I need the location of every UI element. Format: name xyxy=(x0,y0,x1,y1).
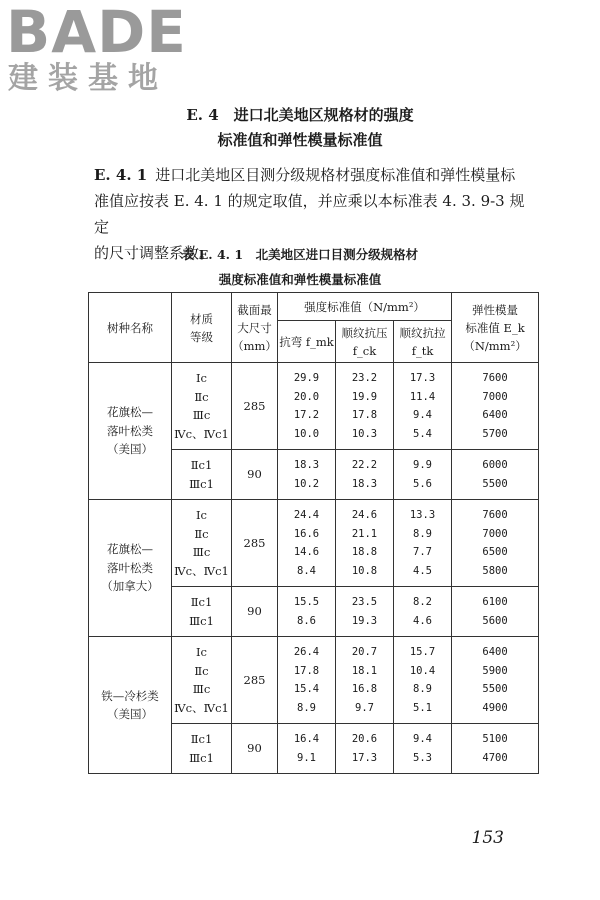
fmk-cell: 18.3 10.2 xyxy=(278,450,336,500)
fmk-cell: 15.5 8.6 xyxy=(278,587,336,637)
size-cell: 285 xyxy=(232,500,278,587)
fck-cell: 20.6 17.3 xyxy=(336,724,394,774)
ftk-cell: 8.2 4.6 xyxy=(394,587,452,637)
table-body xyxy=(89,363,539,774)
species-cell: 铁—冷杉类 （美国） xyxy=(89,637,172,774)
ek-cell: 6400 5900 5500 4900 xyxy=(452,637,539,724)
fck-cell: 23.5 19.3 xyxy=(336,587,394,637)
strength-table xyxy=(88,292,539,774)
table-row xyxy=(89,363,539,450)
ek-cell: 5100 4700 xyxy=(452,724,539,774)
header-grade: 材质 等级 xyxy=(172,293,232,363)
size-cell: 90 xyxy=(232,724,278,774)
fmk-cell: 26.4 17.8 15.4 8.9 xyxy=(278,637,336,724)
section-title-line1: E. 4 进口北美地区规格材的强度 xyxy=(186,106,414,124)
ftk-cell: 15.7 10.4 8.9 5.1 xyxy=(394,637,452,724)
table-row xyxy=(89,637,539,724)
grade-cell: Ⅱc1 Ⅲc1 xyxy=(172,724,232,774)
header-bending: 抗弯 f_mk xyxy=(278,321,336,363)
ftk-cell: 13.3 8.9 7.7 4.5 xyxy=(394,500,452,587)
fck-cell: 24.6 21.1 18.8 10.8 xyxy=(336,500,394,587)
ek-cell: 7600 7000 6400 5700 xyxy=(452,363,539,450)
fmk-cell: 29.9 20.0 17.2 10.0 xyxy=(278,363,336,450)
grade-cell: Ⅰc Ⅱc Ⅲc Ⅳc、Ⅳc1 xyxy=(172,363,232,450)
fck-cell: 20.7 18.1 16.8 9.7 xyxy=(336,637,394,724)
size-cell: 285 xyxy=(232,363,278,450)
table-caption-line1: 表 E. 4. 1 北美地区进口目测分级规格材 xyxy=(181,247,419,262)
size-cell: 90 xyxy=(232,450,278,500)
clause-text-line: 准值应按表 E. 4. 1 的规定取值，并应乘以本标准表 4. 3. 9-3 规定 xyxy=(94,192,525,236)
grade-cell: Ⅱc1 Ⅲc1 xyxy=(172,450,232,500)
grade-cell: Ⅱc1 Ⅲc1 xyxy=(172,587,232,637)
fmk-cell: 16.4 9.1 xyxy=(278,724,336,774)
species-cell: 花旗松— 落叶松类 （加拿大） xyxy=(89,500,172,637)
ftk-cell: 9.4 5.3 xyxy=(394,724,452,774)
header-species: 树种名称 xyxy=(89,293,172,363)
clause-text-line: 的尺寸调整系数。 xyxy=(94,244,215,262)
grade-cell: Ⅰc Ⅱc Ⅲc Ⅳc、Ⅳc1 xyxy=(172,637,232,724)
header-size: 截面最 大尺寸 （mm） xyxy=(232,293,278,363)
section-title-line2: 标准值和弹性模量标准值 xyxy=(217,131,383,149)
ek-cell: 6000 5500 xyxy=(452,450,539,500)
table-header xyxy=(89,293,539,363)
fck-cell: 23.2 19.9 17.8 10.3 xyxy=(336,363,394,450)
page-number: 153 xyxy=(471,828,504,848)
size-cell: 285 xyxy=(232,637,278,724)
clause-number: E. 4. 1 xyxy=(94,166,148,184)
fmk-cell: 24.4 16.6 14.6 8.4 xyxy=(278,500,336,587)
header-tension: 顺纹抗拉 f_tk xyxy=(394,321,452,363)
logo-chinese-name: 建装基地 xyxy=(8,61,168,96)
table-caption-line2: 强度标准值和弹性模量标准值 xyxy=(218,272,382,287)
bade-logo xyxy=(6,0,187,102)
size-cell: 90 xyxy=(232,587,278,637)
header-modulus: 弹性模量 标准值 E_k （N/mm²） xyxy=(452,293,539,363)
fck-cell: 22.2 18.3 xyxy=(336,450,394,500)
ek-cell: 6100 5600 xyxy=(452,587,539,637)
ftk-cell: 9.9 5.6 xyxy=(394,450,452,500)
species-cell: 花旗松— 落叶松类 （美国） xyxy=(89,363,172,500)
header-strength: 强度标准值（N/mm²） xyxy=(278,293,452,321)
grade-cell: Ⅰc Ⅱc Ⅲc Ⅳc、Ⅳc1 xyxy=(172,500,232,587)
logo-wordmark: BADE xyxy=(6,0,187,66)
clause-text-line: 进口北美地区目测分级规格材强度标准值和弹性模量标 xyxy=(155,166,516,184)
ftk-cell: 17.3 11.4 9.4 5.4 xyxy=(394,363,452,450)
ek-cell: 7600 7000 6500 5800 xyxy=(452,500,539,587)
header-compression: 顺纹抗压 f_ck xyxy=(336,321,394,363)
table-row xyxy=(89,500,539,587)
